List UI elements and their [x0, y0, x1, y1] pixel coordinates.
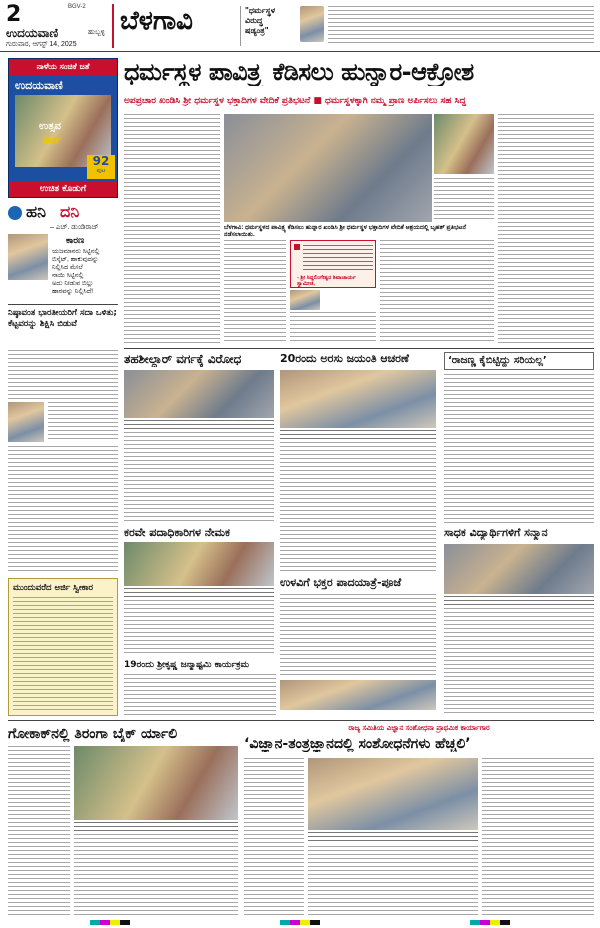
science-body-3	[482, 758, 594, 916]
supplement-ad	[8, 58, 118, 198]
karave-caption	[124, 588, 274, 598]
lead-body-center-2	[380, 240, 494, 344]
science-headline: ‘ವಿಜ್ಞಾನ-ತಂತ್ರಜ್ಞಾನದಲ್ಲಿ ಸಂಶೋಧನೆಗಳು ಹೆಚ್ಚಲಿ’	[244, 736, 471, 752]
jayanti-photo	[280, 370, 436, 428]
left-story-body-2	[48, 402, 118, 442]
registration-bar	[0, 918, 600, 928]
date-line: ಗುರುವಾರ, ಆಗಸ್ಟ್ 14, 2025	[6, 41, 77, 48]
masthead-rule	[0, 51, 600, 52]
poem-body	[52, 248, 120, 296]
ad-price-unit: ಪುಟ	[96, 168, 106, 174]
lead-photo-stage	[434, 114, 494, 174]
lead-subhead: ಅಪಪ್ರಚಾರ ಖಂಡಿಸಿ ಶ್ರೀ ಧರ್ಮಸ್ಥಳ ಭಕ್ತಾದಿಗಳ ವೇದಿಕೆ ಪ್ರತಿಭಟನೆ ■ ಧರ್ಮಸ್ಥಳಕ್ಕಾಗಿ ನಮ್ಮ ಪ್ರಾಣ ಅರ್ಪಿಸಲು ಸಹ ಸಿದ್ಧ	[124, 96, 466, 106]
science-photo	[308, 758, 478, 830]
promo-text	[328, 6, 594, 46]
lead-headline: ಧರ್ಮಸ್ಥಳ ಪಾವಿತ್ರ್ಯ ಕೆಡಿಸಲು ಹುನ್ನಾರ-ಆಕ್ರೋಶ	[124, 58, 474, 86]
tahasildar-body	[124, 432, 274, 524]
jayanti-caption	[280, 430, 436, 440]
grid-bottom-rule	[8, 720, 594, 721]
lead-photo-caption-text: ಬೆಳಗಾವಿ: ಧರ್ಮಸ್ಥಳದ ಪಾವಿತ್ರ್ಯ ಕೆಡಿಸಲು ಹುನ್ನಾರ ಖಂಡಿಸಿ ಶ್ರೀ ಧರ್ಮಸ್ಥಳ ಭಕ್ತಾದಿಗಳ ವೇದಿಕೆ ಆಶ್ರಯದಲ್ಲಿ ಬೃಹತ್ ಪ್ರತಿಭಟನೆ ನಡೆಸಲಾಯಿತು.	[224, 224, 467, 238]
promo-portrait	[300, 6, 324, 42]
jayanti-body	[280, 442, 436, 574]
rajanna-headline-box	[444, 352, 594, 370]
left-story-photo	[8, 402, 44, 442]
poem-line: ಬಿಸ್ಕೆಟ್, ಹಾಕುವುದನ್ನು	[52, 256, 99, 263]
karave-headline: ಕರವೇ ಪದಾಧಿಕಾರಿಗಳ ನೇಮಕ	[124, 526, 230, 539]
column-author-photo	[8, 234, 48, 280]
jayanti-headline: 20ರಂದು ಅರಸು ಜಯಂತಿ ಆಚರಣೆ	[280, 352, 409, 365]
janmashtami-headline: 19ರಂದು ಶ್ರೀಕೃಷ್ಣ ಜನ್ಮಾಷ್ಟಮಿ ಕಾರ್ಯಕ್ರಮ	[124, 660, 250, 670]
masthead	[0, 0, 600, 52]
poem-line: ಅದು ನೀಡುವ ಬಿಲ್ಲು	[52, 280, 94, 287]
sadhaka-body	[444, 608, 594, 716]
gokak-headline: ಗೋಕಾಕ್‌ನಲ್ಲಿ ತಿರಂಗಾ ಬೈಕ್ ರ್ಯಾಲಿ	[8, 726, 178, 742]
left-box-title: ಮುಂದುವರೆದ ಅರ್ಜಿ ಸ್ವೀಕಾರ	[13, 583, 93, 593]
gokak-body-1	[8, 746, 70, 916]
section-title: ಬೆಳಗಾವಿ	[120, 6, 193, 36]
lead-mid-column-a	[434, 178, 494, 222]
registration-mark	[280, 920, 320, 925]
ad-header: ನಾಳೆಯ ಸಂಚಿಕೆ ಜತೆ	[9, 59, 117, 75]
column-title-d: ದನಿ	[60, 202, 80, 221]
sadhaka-headline: ಸಾಧಕ ವಿದ್ಯಾರ್ಥಿಗಳಿಗೆ ಸನ್ಮಾನ	[444, 526, 548, 539]
science-kicker: ರಾಜ್ಯ ಸಮಿತಿಯ ವಿಜ್ಞಾನ ಸಂಶೋಧನಾ ಪ್ರಾಥಮಿಕ ಕಾರ್ಯಾಗಾರ	[348, 724, 490, 732]
left-story-headline	[8, 308, 118, 348]
ad-price: 92	[92, 155, 110, 168]
edition-tag: BGV-2	[68, 4, 86, 10]
promo-line-3: ಷಡ್ಯಂತ್ರ"	[245, 26, 269, 35]
poem-line: ಹಾರವನ್ನು ನಿಲ್ಲಿಸಿದೆ!	[52, 288, 94, 295]
tahasildar-headline: ತಹಶೀಲ್ದಾರ್ ವರ್ಗಕ್ಕೆ ವಿರೋಧ	[124, 352, 242, 366]
lead-body-center-1	[224, 240, 286, 344]
promo-line-1: "ಧರ್ಮಸ್ಥಳ	[245, 6, 276, 15]
left-box-body	[13, 597, 113, 711]
ulavi-photo	[280, 680, 436, 710]
quote-attribution	[297, 275, 375, 287]
science-body-2	[308, 846, 478, 916]
sadhaka-photo	[444, 544, 594, 594]
sadhaka-caption	[444, 596, 594, 606]
karave-photo	[124, 542, 274, 586]
lead-bottom-rule	[124, 348, 594, 349]
quote-icon	[294, 244, 300, 250]
poem-line: ಯಜಮಾನರು ಸಿಟ್ಟಿನಲ್ಲಿ	[52, 248, 100, 255]
ulavi-body	[280, 594, 436, 678]
karave-body	[124, 600, 274, 656]
quote-attribution-text: - ಶ್ರೀ ಸಿದ್ದಲಿಂಗೇಶ್ವರ ಶಿವಾಚಾರ್ಯ ಸ್ವಾಮೀಜಿ,	[297, 275, 356, 287]
left-story-headline-text: ನಿಷ್ಠಾವಂತ ಭಾರತೀಯರಿಗೆ ಸದಾ ಒಳಿತು; ಕೆಟ್ಟವರನ್ನು ಶಿಕ್ಷಿಸಿ ಬಿಡುವೆ	[8, 308, 117, 329]
lead-body-center-3	[290, 312, 376, 344]
paper-name: ಉದಯವಾಣಿ	[6, 26, 59, 40]
lead-right-column	[498, 114, 594, 344]
lead-photo-crowd	[224, 114, 432, 222]
poem-line: ನಿಲ್ಲಿಸಿದ ಮೇಲೆ	[52, 264, 83, 271]
column-author: – ಎಚ್. ಡುಂಡಿರಾಜ್	[50, 224, 99, 231]
promo-line-2: ವಿರುದ್ಧ	[245, 16, 263, 25]
registration-mark	[90, 920, 130, 925]
column-logo-icon	[8, 206, 22, 220]
left-story-body-3	[8, 446, 118, 572]
lead-quote-box	[290, 240, 376, 288]
ad-magazine-title: ಉದಯವಾಣಿ	[15, 79, 63, 92]
column-title-h: ಹನಿ	[26, 202, 46, 221]
quote-portrait	[290, 290, 320, 310]
ad-footer: ಉಚಿತ ಕೊಡುಗೆ	[9, 181, 117, 197]
science-body-1	[244, 758, 304, 916]
column-header	[8, 202, 118, 226]
lead-left-column	[124, 114, 220, 344]
gokak-photo	[74, 746, 238, 820]
registration-mark	[470, 920, 510, 925]
promo-box	[240, 6, 300, 46]
left-story-body-1	[8, 350, 118, 400]
rajanna-body	[444, 374, 594, 524]
tahasildar-photo	[124, 370, 274, 418]
gokak-body-2	[74, 834, 238, 916]
science-caption	[308, 832, 478, 844]
janmashtami-body	[124, 674, 276, 716]
masthead-divider	[112, 4, 114, 48]
page-number: 2	[6, 2, 22, 27]
ad-subtitle-1: ಉತ್ಸವ	[39, 121, 61, 132]
gokak-caption	[74, 822, 238, 832]
lead-photo-caption	[224, 224, 494, 238]
sidebar-rule	[8, 304, 118, 305]
ulavi-headline: ಉಳವಿಗೆ ಭಕ್ತರ ಪಾದಯಾತ್ರೆ-ಪೂಜೆ	[280, 576, 402, 589]
ad-subtitle-2: ಪರ್ವ	[43, 135, 62, 146]
quote-text	[303, 245, 373, 273]
ad-price-badge	[87, 155, 115, 179]
poem-title: ಕಾರಣ	[66, 236, 85, 246]
rajanna-headline: ‘ರಾಜಣ್ಣ ಕೈಬಿಟ್ಟಿದ್ದು ಸರಿಯಲ್ಲ’	[448, 355, 547, 366]
paper-suffix: ಹುಬ್ಬಳ್ಳಿ	[88, 29, 105, 36]
tahasildar-caption	[124, 420, 274, 430]
left-box	[8, 578, 118, 716]
poem-line: ನಾಯಿ ಸಿಟ್ಟಿನಲ್ಲಿ	[52, 272, 84, 279]
